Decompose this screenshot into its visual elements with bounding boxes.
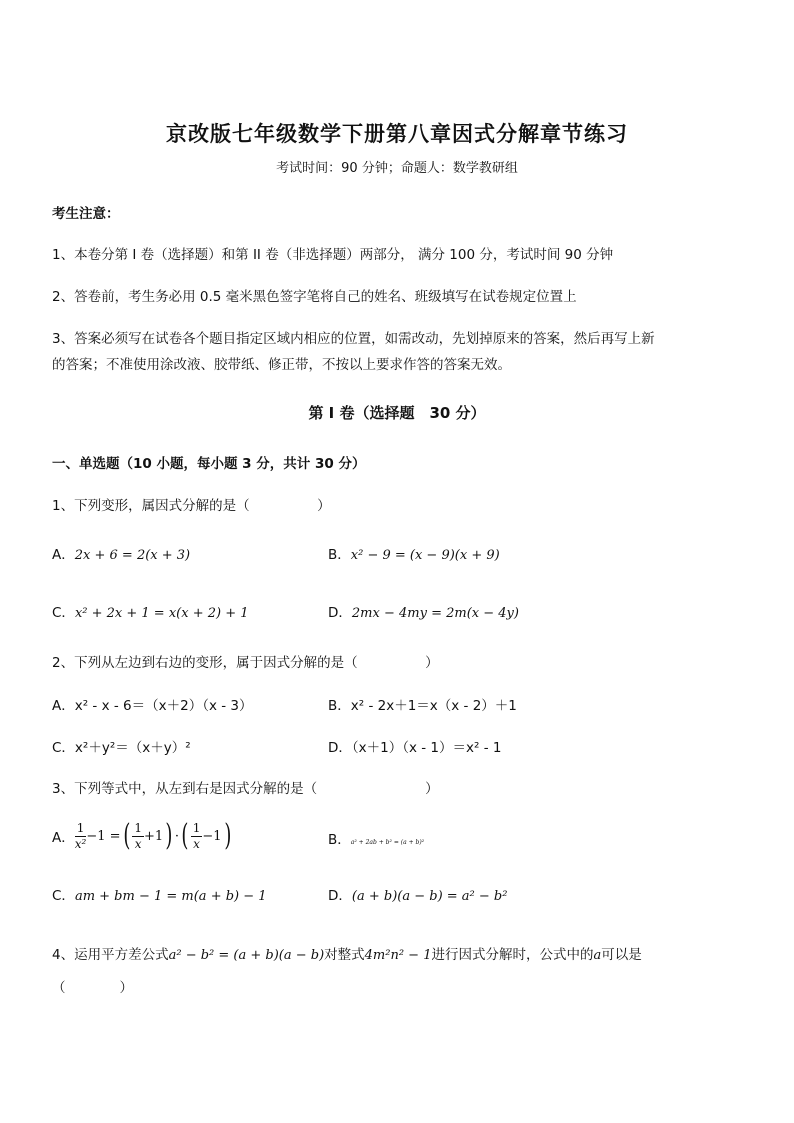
fraction: $\frac{1}{x}$	[134, 820, 142, 851]
question-3-stem: 3、下列等式中，从左到右是因式分解的是（ ）	[52, 781, 439, 797]
option-label: C．	[52, 888, 75, 904]
formula: a² − b² = (a + b)(a − b)	[168, 948, 325, 963]
q2-option-a[interactable]: A．x² - x - 6＝（x＋2）（x - 3）	[52, 698, 253, 714]
q2-option-c[interactable]: C．x²＋y²＝（x＋y）²	[52, 740, 191, 756]
notice-heading: 考生注意：	[52, 206, 120, 222]
option-label: B．	[328, 547, 351, 563]
left-paren-icon: (	[122, 818, 130, 853]
option-label: A．	[52, 547, 75, 563]
q1-option-a[interactable]	[52, 543, 190, 563]
option-label: A．	[52, 830, 75, 846]
expression: 4m²n² − 1	[364, 948, 432, 963]
right-paren-icon: )	[165, 818, 173, 853]
q3-option-b[interactable]	[328, 828, 424, 848]
fraction: $\frac{1}{x}$	[192, 820, 201, 851]
notice-item: 1、本卷分第 I 卷（选择题）和第 II 卷（非选择题）两部分， 满分 100 分，考试时间 90 分钟	[52, 247, 614, 263]
exam-subtitle: 考试时间：90 分钟；命题人：数学教研组	[276, 161, 518, 176]
option-math: −1	[202, 828, 222, 844]
question-4-blank: （ ）	[52, 980, 133, 996]
q1-option-d[interactable]	[328, 601, 519, 621]
q2-option-d[interactable]: D．（x＋1）（x - 1）＝x² - 1	[328, 740, 502, 756]
part-title: 一、单选题（10 小题，每小题 3 分，共计 30 分）	[52, 456, 366, 472]
option-math: (a + b)(a − b) = a² − b²	[351, 889, 508, 904]
option-math: 2mx − 4my = 2m(x − 4y)	[351, 606, 519, 621]
option-math: −1 =	[86, 828, 121, 844]
option-math: ·	[174, 828, 179, 844]
variable: a	[593, 948, 602, 963]
q3-option-a[interactable]	[52, 818, 233, 854]
section-title: 第 I 卷（选择题 30 分）	[308, 404, 486, 422]
fraction: $\frac{1}{\text{x²}}$	[74, 820, 87, 851]
option-math: 2x + 6 = 2(x + 3)	[74, 548, 191, 563]
option-math-small: a² + 2ab + b² = (a + b)²	[350, 839, 425, 846]
option-math: +1	[143, 828, 164, 844]
question-1-stem: 1、下列变形，属因式分解的是（ ）	[52, 498, 331, 514]
q3-option-d[interactable]	[328, 884, 507, 904]
option-math: x² + 2x + 1 = x(x + 2) + 1	[74, 606, 249, 621]
question-2-stem: 2、下列从左边到右边的变形，属于因式分解的是（ ）	[52, 655, 439, 671]
option-math: am + bm − 1 = m(a + b) − 1	[74, 889, 267, 904]
q2-option-b[interactable]: B．x² - 2x＋1＝x（x - 2）＋1	[328, 698, 517, 714]
q1-option-b[interactable]	[328, 543, 500, 563]
q3-option-c[interactable]	[52, 884, 267, 904]
notice-item: 的答案；不准使用涂改液、胶带纸、修正带，不按以上要求作答的答案无效。	[52, 357, 511, 373]
q1-option-c[interactable]	[52, 601, 249, 621]
option-label: C．	[52, 605, 75, 621]
question-4-stem: 4、运用平方差公式a² − b² = (a + b)(a − b)对整式4m²n² − 1进行因式分解时，公式中的a可以是	[52, 947, 642, 963]
option-label: B．	[328, 832, 351, 848]
page-title: 京改版七年级数学下册第八章因式分解章节练习	[166, 121, 628, 146]
notice-item: 3、答案必须写在试卷各个题目指定区域内相应的位置，如需改动，先划掉原来的答案，然后再写上新	[52, 331, 655, 347]
right-paren-icon: )	[223, 818, 231, 853]
option-label: D．	[328, 605, 352, 621]
notice-item: 2、答卷前，考生务必用 0.5 毫米黑色签字笔将自己的姓名、班级填写在试卷规定位置上	[52, 289, 577, 305]
option-math: x² − 9 = (x − 9)(x + 9)	[350, 548, 500, 563]
left-paren-icon: (	[181, 818, 189, 853]
option-label: D．	[328, 888, 352, 904]
